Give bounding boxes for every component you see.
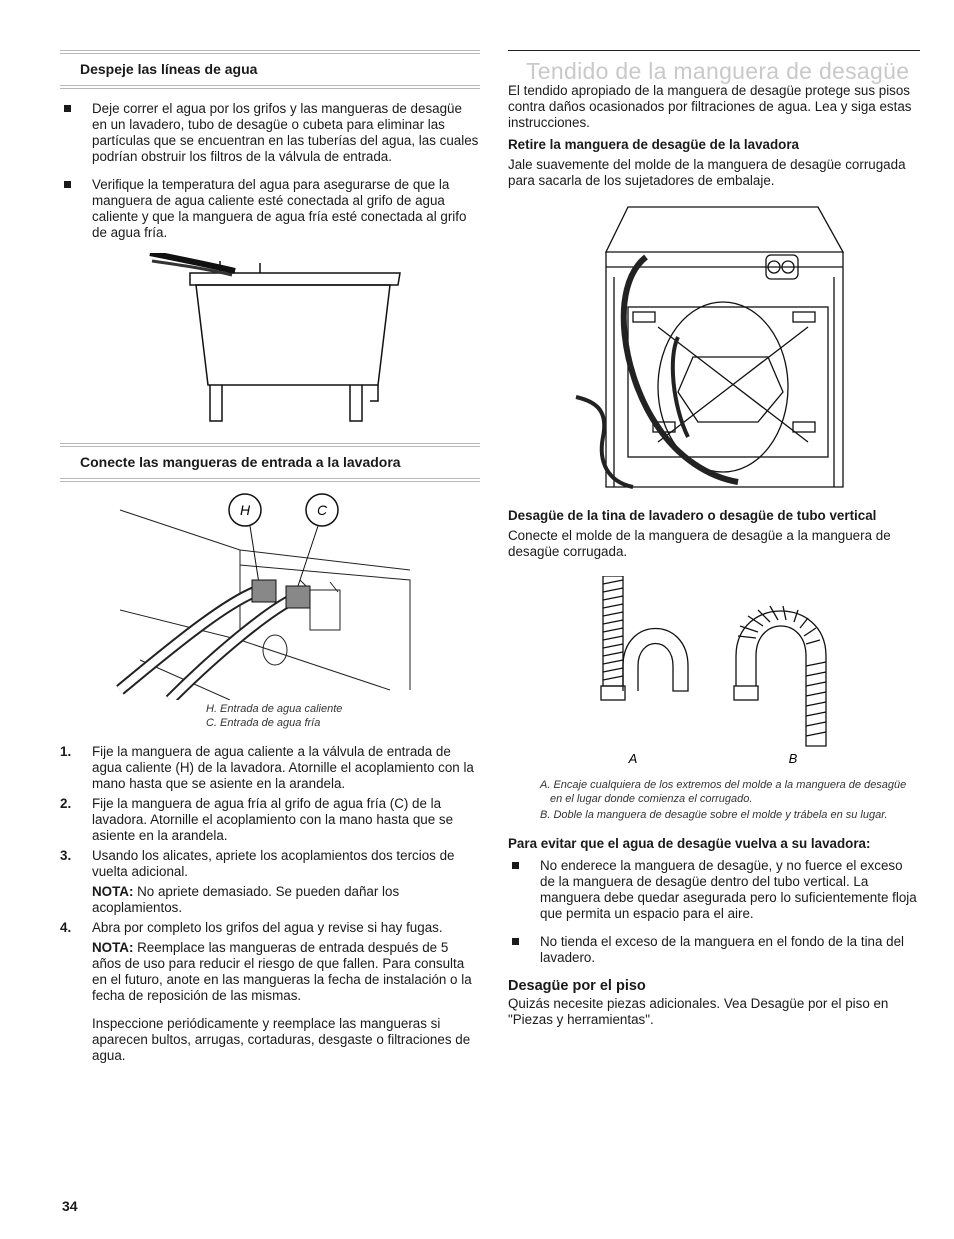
figure-caption: A. Encaje cualquiera de los extremos del molde a la manguera de desagüe en el lugar donde comienza el corrugado. B. Doble la manguera de desagüe sobre el molde y trábela en su lugar. <box>540 779 907 821</box>
note: NOTA: Reemplace las mangueras de entrada después de 5 años de uso para reducir el riesgo de que fallen. Para consulta en el futuro, anote en las mangueras la fecha de instalación o la fecha de reposición de las mismas. <box>92 940 472 1003</box>
subheading-laundry-tub-drain: Desagüe de la tina de lavadero o desagüe de tubo vertical <box>508 508 877 523</box>
numbered-steps <box>60 744 480 1064</box>
figure-label-b: B <box>788 751 798 766</box>
bullet-list-backflow <box>508 858 920 966</box>
right-column <box>508 50 920 1028</box>
list-item: Deje correr el agua por los grifos y las mangueras de desagüe en un lavadero, tubo de desagüe o cubeta para eliminar las partículas que se encuentran en las tuberías del agua, las cuales podrían obstruir los filtros de la válvula de entrada. <box>60 101 480 165</box>
bullet-list-water-lines <box>60 101 480 241</box>
list-item: 3. Usando los alicates, apriete los acoplamientos dos tercios de vuelta adicional. NOTA: No apriete demasiado. Se pueden dañar los acoplamientos. <box>60 848 480 916</box>
square-bullet-icon <box>512 862 519 869</box>
paragraph: Quizás necesite piezas adicionales. Vea Desagüe por el piso en "Piezas y herramientas". <box>508 996 889 1027</box>
paragraph: Inspeccione periódicamente y reemplace las mangueras si aparecen bultos, arrugas, cortaduras, desgaste o filtraciones de agua. <box>92 1016 471 1063</box>
list-item: 2. Fije la manguera de agua fría al grifo de agua fría (C) de la lavadora. Atornille el acoplamiento con la mano hasta que se asiente en la arandela. <box>60 796 454 843</box>
list-item: Verifique la temperatura del agua para asegurarse de que la manguera de agua caliente esté conectada al grifo de agua caliente y que la manguera de agua fría esté conectada al grifo de agua fría. <box>60 177 480 241</box>
left-column <box>60 50 480 1068</box>
note: NOTA: No apriete demasiado. Se pueden dañar los acoplamientos. <box>92 884 400 915</box>
label-h: H <box>239 502 251 518</box>
subheading-remove-hose: Retire la manguera de desagüe de la lavadora <box>508 137 799 152</box>
section-title-drain-hose: Tendido de la manguera de desagüe <box>508 50 920 83</box>
square-bullet-icon <box>64 181 71 188</box>
list-item: No tienda el exceso de la manguera en el fondo de la tina del lavadero. <box>508 934 920 966</box>
square-bullet-icon <box>512 938 519 945</box>
figure-caption: H. Entrada de agua caliente C. Entrada de agua fría <box>206 703 343 729</box>
figure-label-a: A <box>628 751 638 766</box>
square-bullet-icon <box>64 105 71 112</box>
list-item: 1. Fije la manguera de agua caliente a la válvula de entrada de agua caliente (H) de la lavadora. Atornille el acoplamiento con la mano hasta que se asiente en la arandela. <box>60 744 474 791</box>
subheading-prevent-backflow: Para evitar que el agua de desagüe vuelva a su lavadora: <box>508 836 871 851</box>
section-heading-connect-hoses: Conecte las mangueras de entrada a la lavadora <box>60 443 480 482</box>
list-item: No enderece la manguera de desagüe, y no fuerce el exceso de la manguera de desagüe dentro del tubo vertical. La manguera debe quedar asegurada pero lo suficientemente floja que permita un espacio para el aire. <box>508 858 920 922</box>
inlet-hoses-illustration <box>60 490 480 700</box>
page-number: 34 <box>62 1198 78 1214</box>
paragraph: Jale suavemente del molde de la manguera de desagüe corrugada para sacarla de los sujetadores de embalaje. <box>508 157 906 188</box>
label-c: C <box>316 502 328 518</box>
laundry-tub-illustration <box>60 253 480 433</box>
list-item: 4. Abra por completo los grifos del agua y revise si hay fugas. NOTA: Reemplace las mangueras de entrada después de 5 años de uso para reducir el riesgo de que fallen. Para consulta en el futuro, anote en las mangueras la fecha de instalación o la fecha de reposición de las mismas. Inspeccione periódicamente y reemplace las mangueras si aparecen bultos, arrugas, cortaduras, desgaste o filtraciones de agua. <box>60 920 480 1064</box>
washer-back-illustration <box>508 197 920 502</box>
paragraph: Conecte el molde de la manguera de desagüe a la manguera de desagüe corrugada. <box>508 528 891 559</box>
drain-hose-forms-illustration <box>508 576 920 766</box>
section-heading-clear-water-lines: Despeje las líneas de agua <box>60 50 480 89</box>
subheading-floor-drain: Desagüe por el piso <box>508 978 646 994</box>
intro-paragraph: El tendido apropiado de la manguera de desagüe protege sus pisos contra daños ocasionados por filtraciones de agua. Lea y siga estas instrucciones. <box>508 83 912 130</box>
